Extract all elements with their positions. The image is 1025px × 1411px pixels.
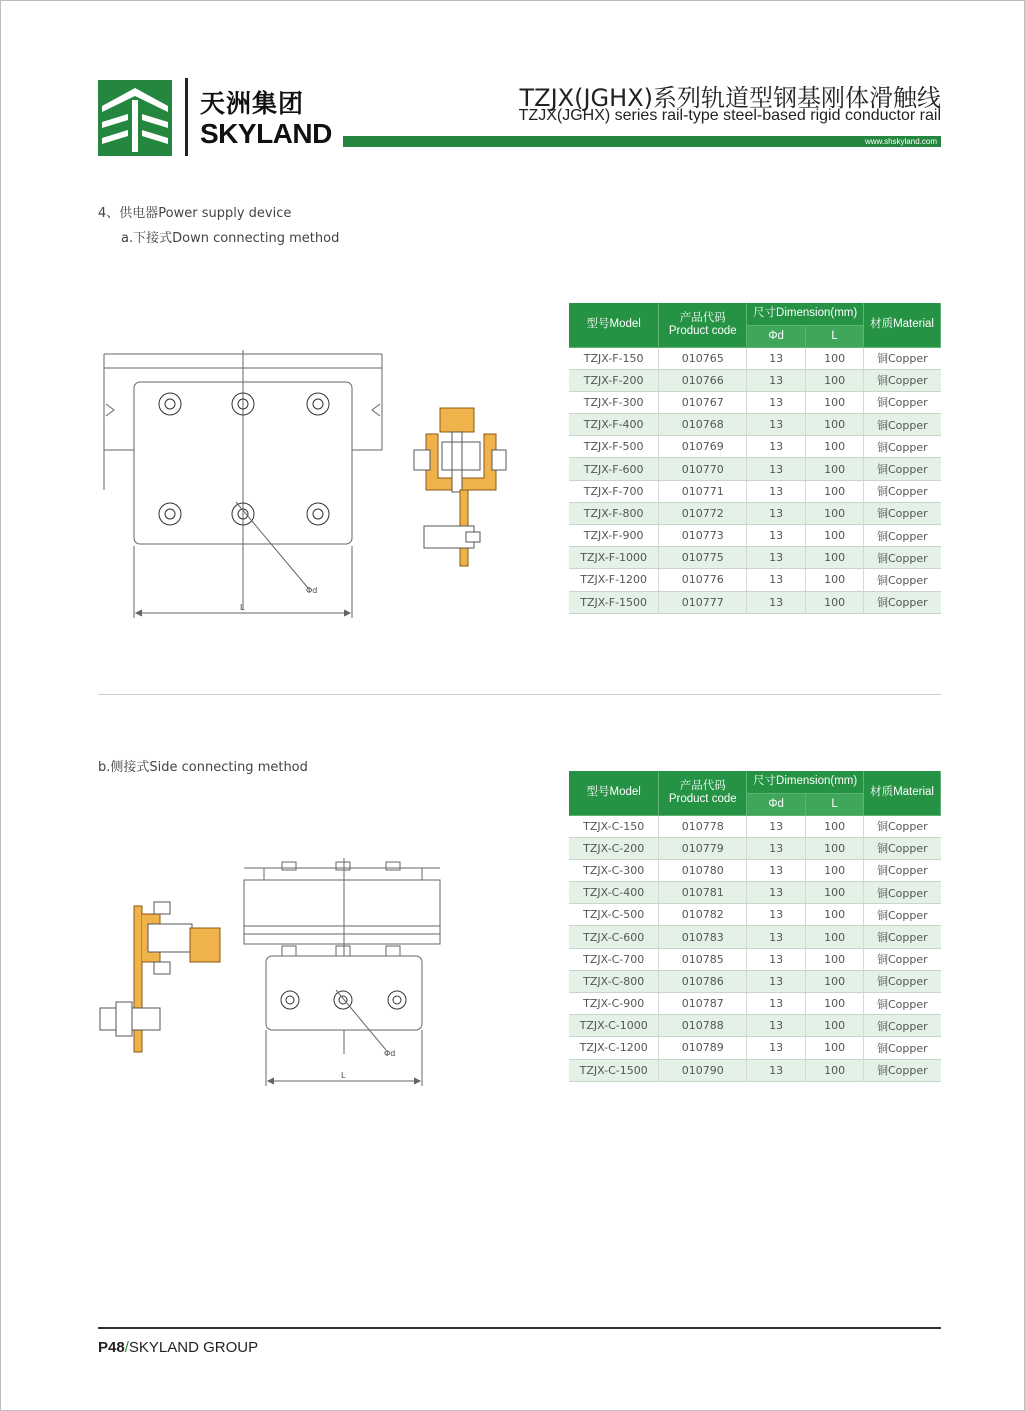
length-label-a: L — [240, 603, 245, 612]
cell-length: 100 — [806, 569, 864, 591]
header-material: 材质Material — [864, 303, 941, 347]
cell-product-code: 010788 — [659, 1015, 747, 1037]
cell-phi-d: 13 — [747, 369, 806, 391]
section-heading: 4、供电器Power supply device — [98, 206, 292, 221]
cell-material: 铜Copper — [864, 525, 941, 547]
cell-model: TZJX-C-900 — [569, 993, 659, 1015]
brand-name-en: SKYLAND — [200, 118, 332, 149]
table-row — [569, 1037, 941, 1059]
cell-model: TZJX-C-700 — [569, 948, 659, 970]
table-row — [569, 993, 941, 1015]
cell-product-code: 010770 — [659, 458, 747, 480]
cell-phi-d: 13 — [747, 882, 806, 904]
cell-product-code: 010778 — [659, 815, 747, 837]
table-row — [569, 414, 941, 436]
page-number: P48 — [98, 1339, 125, 1356]
table-row — [569, 547, 941, 569]
cell-model: TZJX-F-150 — [569, 347, 659, 369]
cell-product-code: 010787 — [659, 993, 747, 1015]
table-row — [569, 391, 941, 413]
table-row — [569, 436, 941, 458]
cell-product-code: 010790 — [659, 1059, 747, 1081]
cell-material: 铜Copper — [864, 948, 941, 970]
cell-product-code: 010780 — [659, 859, 747, 881]
table-row — [569, 480, 941, 502]
cell-product-code: 010772 — [659, 502, 747, 524]
cell-phi-d: 13 — [747, 993, 806, 1015]
table-body-down — [569, 347, 941, 613]
table-row — [569, 859, 941, 881]
cell-material: 铜Copper — [864, 369, 941, 391]
brand-name-cn: 天洲集团 — [200, 89, 305, 118]
cell-length: 100 — [806, 1037, 864, 1059]
footer-separator: / — [124, 1339, 129, 1356]
table-body-side — [569, 815, 941, 1081]
cell-model: TZJX-F-1200 — [569, 569, 659, 591]
cell-product-code: 010779 — [659, 837, 747, 859]
table-row — [569, 815, 941, 837]
subsection-b-heading: b.侧接式Side connecting method — [98, 760, 308, 775]
cell-phi-d: 13 — [747, 926, 806, 948]
cell-product-code: 010768 — [659, 414, 747, 436]
cell-model: TZJX-F-300 — [569, 391, 659, 413]
header-product-code: 产品代码 Product code — [659, 771, 747, 815]
cell-model: TZJX-F-900 — [569, 525, 659, 547]
cell-length: 100 — [806, 904, 864, 926]
cell-material: 铜Copper — [864, 1059, 941, 1081]
length-label-b: L — [341, 1071, 346, 1080]
table-row — [569, 904, 941, 926]
header-model: 型号Model — [569, 771, 659, 815]
logo-divider — [185, 78, 188, 156]
cell-length: 100 — [806, 436, 864, 458]
cell-length: 100 — [806, 993, 864, 1015]
cell-length: 100 — [806, 414, 864, 436]
cell-product-code: 010769 — [659, 436, 747, 458]
cell-material: 铜Copper — [864, 547, 941, 569]
cell-model: TZJX-C-500 — [569, 904, 659, 926]
table-row — [569, 458, 941, 480]
subsection-a-heading: a.下接式Down connecting method — [121, 231, 340, 246]
cell-phi-d: 13 — [747, 815, 806, 837]
cell-phi-d: 13 — [747, 1059, 806, 1081]
cell-length: 100 — [806, 926, 864, 948]
skyland-logo — [98, 80, 172, 156]
cell-model: TZJX-F-1500 — [569, 591, 659, 613]
header-phi-d: Φd — [747, 793, 806, 815]
cell-product-code: 010766 — [659, 369, 747, 391]
cell-phi-d: 13 — [747, 569, 806, 591]
cell-material: 铜Copper — [864, 926, 941, 948]
cell-phi-d: 13 — [747, 391, 806, 413]
cell-phi-d: 13 — [747, 591, 806, 613]
cell-material: 铜Copper — [864, 414, 941, 436]
website-url: www.shskyland.com — [864, 137, 937, 146]
cell-model: TZJX-C-400 — [569, 882, 659, 904]
table-row — [569, 502, 941, 524]
cell-phi-d: 13 — [747, 904, 806, 926]
footer — [98, 1339, 258, 1356]
cell-product-code: 010782 — [659, 904, 747, 926]
header-dimension: 尺寸Dimension(mm) — [747, 303, 864, 325]
cell-material: 铜Copper — [864, 882, 941, 904]
cell-material: 铜Copper — [864, 837, 941, 859]
cell-model: TZJX-F-200 — [569, 369, 659, 391]
cell-phi-d: 13 — [747, 837, 806, 859]
table-row — [569, 1059, 941, 1081]
cell-phi-d: 13 — [747, 502, 806, 524]
header-length: L — [806, 325, 864, 347]
table-row — [569, 347, 941, 369]
side-connecting-diagram — [96, 858, 456, 1090]
cell-model: TZJX-F-800 — [569, 502, 659, 524]
down-connecting-diagram — [96, 350, 516, 620]
cell-phi-d: 13 — [747, 436, 806, 458]
header-phi-d: Φd — [747, 325, 806, 347]
cell-phi-d: 13 — [747, 480, 806, 502]
cell-material: 铜Copper — [864, 904, 941, 926]
cell-product-code: 010767 — [659, 391, 747, 413]
spec-table-down — [569, 303, 941, 614]
cell-product-code: 010775 — [659, 547, 747, 569]
cell-material: 铜Copper — [864, 1037, 941, 1059]
cell-product-code: 010765 — [659, 347, 747, 369]
cell-length: 100 — [806, 347, 864, 369]
phi-d-label-b: Φd — [384, 1049, 396, 1058]
cell-phi-d: 13 — [747, 414, 806, 436]
cell-length: 100 — [806, 970, 864, 992]
table-row — [569, 525, 941, 547]
header-green-bar — [343, 136, 941, 147]
cell-product-code: 010773 — [659, 525, 747, 547]
cell-length: 100 — [806, 391, 864, 413]
cell-length: 100 — [806, 859, 864, 881]
cell-length: 100 — [806, 1015, 864, 1037]
page-title-cn: TZJX(JGHX)系列轨道型钢基刚体滑触线 — [519, 84, 941, 112]
phi-d-label-a: Φd — [306, 586, 318, 595]
table-row — [569, 369, 941, 391]
cell-length: 100 — [806, 948, 864, 970]
table-row — [569, 882, 941, 904]
cell-material: 铜Copper — [864, 815, 941, 837]
table-row — [569, 569, 941, 591]
cell-phi-d: 13 — [747, 859, 806, 881]
cell-phi-d: 13 — [747, 970, 806, 992]
cell-length: 100 — [806, 458, 864, 480]
cell-phi-d: 13 — [747, 1037, 806, 1059]
cell-phi-d: 13 — [747, 1015, 806, 1037]
cell-length: 100 — [806, 591, 864, 613]
footer-line — [98, 1327, 941, 1329]
cell-product-code: 010786 — [659, 970, 747, 992]
cell-product-code: 010783 — [659, 926, 747, 948]
cell-material: 铜Copper — [864, 970, 941, 992]
table-row — [569, 948, 941, 970]
cell-material: 铜Copper — [864, 347, 941, 369]
table-row — [569, 970, 941, 992]
cell-model: TZJX-C-1000 — [569, 1015, 659, 1037]
cell-length: 100 — [806, 525, 864, 547]
cell-length: 100 — [806, 815, 864, 837]
cell-model: TZJX-C-200 — [569, 837, 659, 859]
cell-model: TZJX-C-800 — [569, 970, 659, 992]
cell-material: 铜Copper — [864, 436, 941, 458]
cell-model: TZJX-F-700 — [569, 480, 659, 502]
page-title-en: TZJX(JGHX) series rail-type steel-based rigid conductor rail — [518, 107, 941, 124]
cell-material: 铜Copper — [864, 993, 941, 1015]
cell-material: 铜Copper — [864, 569, 941, 591]
cell-phi-d: 13 — [747, 347, 806, 369]
cell-model: TZJX-C-1200 — [569, 1037, 659, 1059]
cell-product-code: 010776 — [659, 569, 747, 591]
cell-material: 铜Copper — [864, 391, 941, 413]
table-row — [569, 926, 941, 948]
cell-model: TZJX-C-1500 — [569, 1059, 659, 1081]
cell-length: 100 — [806, 882, 864, 904]
cell-phi-d: 13 — [747, 458, 806, 480]
cell-model: TZJX-F-500 — [569, 436, 659, 458]
cell-product-code: 010785 — [659, 948, 747, 970]
cell-model: TZJX-C-600 — [569, 926, 659, 948]
cell-model: TZJX-F-600 — [569, 458, 659, 480]
cell-material: 铜Copper — [864, 502, 941, 524]
cell-length: 100 — [806, 369, 864, 391]
cell-product-code: 010789 — [659, 1037, 747, 1059]
cell-product-code: 010781 — [659, 882, 747, 904]
table-row — [569, 591, 941, 613]
footer-group: SKYLAND GROUP — [128, 1339, 259, 1356]
cell-phi-d: 13 — [747, 547, 806, 569]
spec-table-side — [569, 771, 941, 1082]
cell-phi-d: 13 — [747, 948, 806, 970]
header-product-code: 产品代码 Product code — [659, 303, 747, 347]
cell-material: 铜Copper — [864, 480, 941, 502]
cell-material: 铜Copper — [864, 591, 941, 613]
table-row — [569, 837, 941, 859]
cell-product-code: 010771 — [659, 480, 747, 502]
cell-model: TZJX-C-150 — [569, 815, 659, 837]
cell-length: 100 — [806, 837, 864, 859]
header-length: L — [806, 793, 864, 815]
section-divider — [98, 694, 941, 695]
cell-model: TZJX-C-300 — [569, 859, 659, 881]
cell-model: TZJX-F-400 — [569, 414, 659, 436]
cell-length: 100 — [806, 480, 864, 502]
cell-length: 100 — [806, 1059, 864, 1081]
cell-material: 铜Copper — [864, 859, 941, 881]
cell-length: 100 — [806, 502, 864, 524]
header-dimension: 尺寸Dimension(mm) — [747, 771, 864, 793]
header-material: 材质Material — [864, 771, 941, 815]
cell-phi-d: 13 — [747, 525, 806, 547]
header-model: 型号Model — [569, 303, 659, 347]
cell-length: 100 — [806, 547, 864, 569]
table-row — [569, 1015, 941, 1037]
cell-model: TZJX-F-1000 — [569, 547, 659, 569]
cell-material: 铜Copper — [864, 458, 941, 480]
cell-product-code: 010777 — [659, 591, 747, 613]
cell-material: 铜Copper — [864, 1015, 941, 1037]
